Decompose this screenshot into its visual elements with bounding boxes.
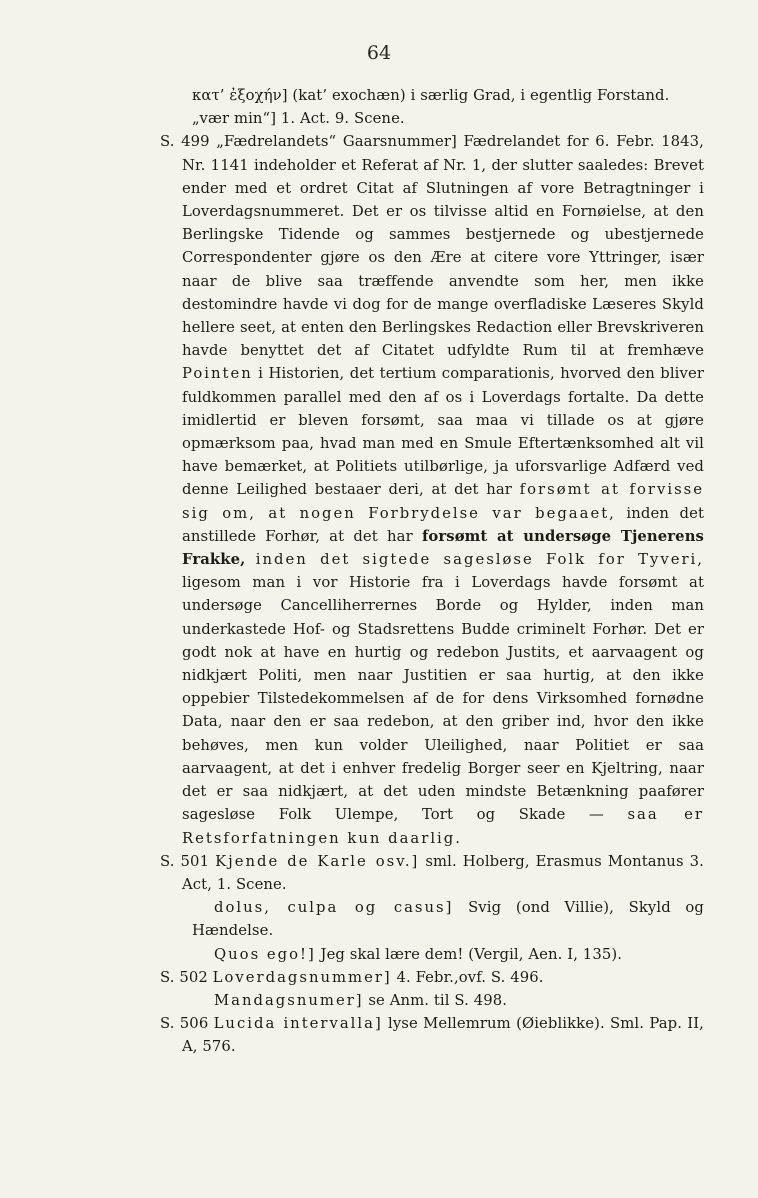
note-text-segment (245, 551, 255, 568)
note-s501-kjende-de-karle (160, 850, 704, 896)
note-text-segment: κατ’ ἐξοχήν] (kat’ exochæn) i særlig Grad, i egentlig Forstand. (192, 87, 670, 104)
note-text-segment: S. 502 (160, 968, 213, 986)
note-quos-ego (160, 943, 704, 966)
note-dolus-culpa-casus (160, 896, 704, 942)
note-kat-exochen (160, 84, 704, 107)
note-text-segment: S. 499 „Fædrelandets“ Gaarsnummer] Fædrelandet for 6. Febr. 1843, Nr. 1141 indeholder et Referat af Nr. 1, der slutter saaledes: Brevet ender med et ordret Citat af Slutningen af vore Betragtninger i Loverdagsnummeret. Det er os tilvisse altid en Fornøielse, at den Berlingske Tidende og sammes bestjernede og ubestjernede Correspondenter gjøre os den Ære at citere vore Yttringer, især naar de blive saa træffende anvendte som her, men ikke destomindre havde vi dog for de mange overfladiske Læseres Skyld hellere seet, at enten den Berlingskes Redaction eller Brevskriveren havde benyttet det af Citatet udfyldte Rum til at fremhæve (160, 133, 704, 360)
note-text-segment: sml. Holberg, Erasmus Montanus 3. Act, 1. Scene. (182, 852, 704, 893)
note-text-segment: Mandagsnumer] (214, 991, 364, 1009)
note-text-segment: 4. Febr.,ovf. S. 496. (391, 968, 544, 986)
note-text-segment: Pointen (182, 365, 253, 383)
note-text-segment: inden det sigtede sagesløse Folk for Tyveri, (255, 551, 704, 569)
note-text-segment: i Historien, det tertium comparationis, hvorved den bliver fuldkommen parallel med den af os i Loverdags fortalte. Da dette imidlertid er bleven forsømt, saa maa vi tillade os at gjøre opmærksom paa, hvad man med en Smule Eftertænksomhed alt vil have bemærket, at Politiets utilbørlige, ja uforsvarlige Adfærd ved denne Leilighed bestaaer deri, at det har (182, 365, 704, 499)
note-text-segment: Loverdagsnummer] (212, 968, 392, 986)
annotation-notes (160, 84, 704, 1059)
note-s499-faedrelandet (160, 130, 704, 849)
note-s502-loverdagsnummer (160, 966, 704, 989)
note-text-segment: „vær min“] 1. Act. 9. Scene. (192, 110, 405, 128)
note-text-segment: dolus, culpa og casus] (214, 899, 454, 917)
note-text-segment: saa er Retsforfatningen kun daarlig. (182, 806, 704, 847)
note-text-segment: inden det anstillede Forhør, at det har (182, 504, 704, 545)
note-mandagsnumer (160, 989, 704, 1012)
note-text-segment: Svig (ond Villie), Skyld og Hændelse. (192, 899, 704, 940)
note-text-segment: S. 501 (160, 852, 216, 870)
note-text-segment: se Anm. til S. 498. (363, 991, 508, 1009)
note-text-segment: S. 506 (160, 1015, 214, 1033)
note-text-segment: Jeg skal lære dem! (Vergil, Aen. I, 135). (315, 945, 623, 963)
note-text-segment: ligesom man i vor Historie fra i Loverdags havde forsømt at undersøge Cancelliherrernes Borde og Hylder, inden man underkastede Hof- og Stadsrettens Budde criminelt Forhør. Det er godt nok at have en hurtig og redebon Justits, et aarvaagent og nidkjært Politi, men naar Justitien er saa hurtig, at den ikke oppebier Tilstedekommelsen af de for dens Virksomhed fornødne Data, naar den er saa redebon, at den griber ind, hvor den ikke behøves, men kun volder Uleilighed, naar Politiet er saa aarvaagent, at det i enhver fredelig Borger seer en Kjeltring, naar det er saa nidkjært, at det uden mindste Betænkning paafører sagesløse Folk Ulempe, Tort og Skade — (182, 574, 704, 824)
note-text-segment: Quos ego!] (214, 945, 316, 963)
note-text-segment: forsømt at forvisse sig om, at nogen Forbrydelse var begaaet, (182, 481, 705, 522)
note-s506-lucida-intervalla (160, 1012, 704, 1058)
note-text-segment: Lucida intervalla] (213, 1015, 383, 1033)
note-text-segment: forsømt at undersøge Tjenerens Frakke, (182, 527, 704, 569)
note-text-segment: lyse Mellemrum (Øieblikke). Sml. Pap. II, A, 576. (182, 1015, 704, 1056)
note-vaer-min (160, 107, 704, 130)
page-number: 64 (366, 42, 392, 64)
note-text-segment: Kjende de Karle osv.] (215, 852, 420, 870)
